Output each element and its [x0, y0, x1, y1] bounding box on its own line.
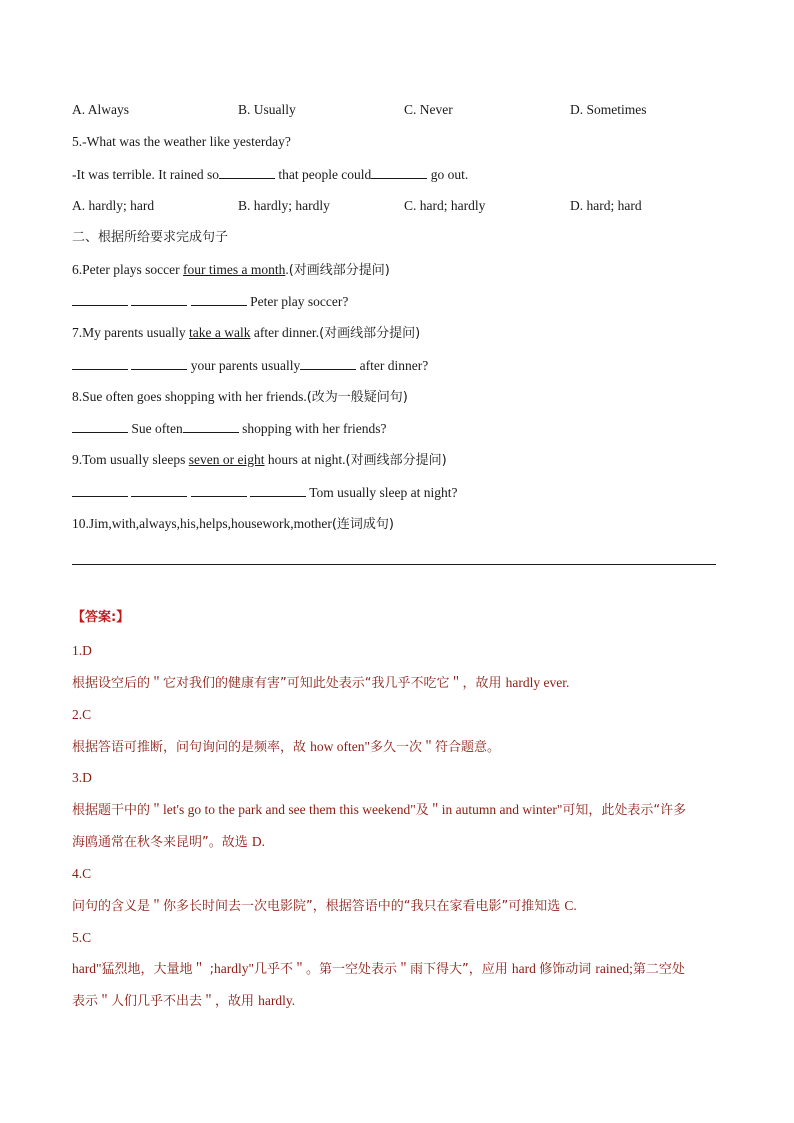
q7-mid: your parents usually: [187, 358, 301, 373]
blank: [72, 292, 128, 306]
q5-text-c: go out.: [427, 167, 469, 182]
answer-5-text-4: 第二空处: [632, 962, 685, 977]
q6-question: [72, 261, 390, 280]
answer-5-text-2: 几乎不＂。第一空处表示＂雨下得大”，应用: [254, 962, 512, 977]
answer-3-explanation-cont: [72, 833, 265, 852]
answer-5-explanation-cont: [72, 992, 295, 1011]
answer-5-text-en-3: hard: [511, 961, 540, 976]
q9-instruction: (对画线部分提问): [345, 453, 447, 468]
q4-option-a: A. Always: [72, 102, 129, 117]
answer-5-text: 猛烈地，大量地＂ ;: [101, 962, 215, 977]
q4-option-b: B. Usually: [238, 102, 296, 117]
answer-1-text-en: hardly ever.: [505, 675, 570, 690]
q7-post: after dinner.: [250, 325, 320, 340]
q7-tail: after dinner?: [356, 358, 429, 373]
q8-answer-line: [72, 419, 386, 438]
blank: [371, 165, 427, 179]
q5-option-b: B. hardly; hardly: [238, 198, 330, 213]
q8-tail: shopping with her friends?: [238, 421, 387, 436]
q7-text: 7.My parents usually: [72, 325, 189, 340]
answer-3-text-en: let's go to the park and see them this weekend": [163, 802, 416, 817]
answer-1-text: 根据设空后的＂它对我们的健康有害”可知此处表示“我几乎不吃它＂，故用: [72, 676, 506, 691]
q9-answer-line: [72, 483, 458, 502]
q7-answer-line: [72, 356, 428, 375]
answer-3-text-4: 海鸥通常在秋冬来昆明”。故选: [72, 835, 252, 850]
blank: [300, 356, 356, 370]
q5-question: 5.-What was the weather like yesterday?: [72, 134, 291, 149]
answer-4-explanation: [72, 897, 577, 916]
answer-2-text-en: how often": [310, 739, 371, 754]
q7-underlined: take a walk: [189, 325, 251, 340]
answer-5-text-en-5: hardly.: [258, 993, 296, 1008]
blank: [219, 165, 275, 179]
q5-text-a: -It was terrible. It rained so: [72, 167, 219, 182]
q9-question: [72, 451, 447, 470]
blank: [72, 483, 128, 497]
answer-3-text: 根据题干中的＂: [72, 803, 164, 818]
q6-underlined: four times a month: [182, 262, 286, 277]
blank: [72, 356, 128, 370]
q4-option-c: C. Never: [404, 102, 453, 117]
answer-2-explanation: [72, 738, 500, 757]
q8-instruction: (改为一般疑问句): [306, 390, 408, 405]
answer-5-text-en-2: hardly": [214, 961, 255, 976]
blank: [191, 292, 247, 306]
answer-3-explanation: [72, 801, 686, 820]
answer-5-explanation: [72, 960, 685, 979]
blank: [131, 483, 187, 497]
q5-sentence: [72, 165, 468, 184]
q5-option-c: C. hard; hardly: [404, 198, 486, 213]
q10-instruction: (连词成句): [331, 517, 395, 532]
q7-instruction: (对画线部分提问): [319, 326, 421, 341]
section2-title: 二、根据所给要求完成句子: [72, 230, 229, 245]
blank: [131, 292, 187, 306]
q8-question: [72, 388, 408, 407]
q10-answer-rule: [72, 564, 716, 565]
blank: [183, 419, 239, 433]
answer-1-explanation: [72, 674, 569, 693]
q9-post: hours at night.: [264, 452, 346, 467]
q5-option-a: A. hardly; hard: [72, 198, 155, 213]
q8-text: 8.Sue often goes shopping with her friends.: [72, 389, 307, 404]
q6-post: .: [285, 262, 289, 277]
answer-5-key: 5.C: [72, 930, 92, 945]
answer-3-text-en-3: D.: [251, 834, 265, 849]
q6-answer-line: [72, 292, 348, 311]
answer-4-key: 4.C: [72, 866, 92, 881]
q7-question: [72, 324, 420, 343]
answer-5-text-5: 表示＂人们几乎不出去＂，故用: [72, 994, 259, 1009]
answer-2-key: 2.C: [72, 707, 92, 722]
answer-5-text-en-4: rained;: [595, 961, 633, 976]
q6-answer-tail: Peter play soccer?: [246, 294, 349, 309]
answer-3-key: 3.D: [72, 770, 92, 785]
answer-5-text-en: hard": [72, 961, 102, 976]
answers-header: 【答案:】: [72, 610, 130, 625]
blank: [131, 356, 187, 370]
answer-1-key: 1.D: [72, 643, 92, 658]
answer-3-text-2: 及＂: [415, 803, 442, 818]
answer-5-text-3: 修饰动词: [539, 962, 596, 977]
answer-4-text-en: C.: [564, 898, 577, 913]
q10-text: 10.Jim,with,always,his,helps,housework,mother: [72, 516, 332, 531]
answer-4-text: 问句的含义是＂你多长时间去一次电影院”，根据答语中的“我只在家看电影”可推知选: [72, 899, 565, 914]
blank: [72, 419, 128, 433]
q5-text-b: that people could: [274, 167, 372, 182]
q9-tail: Tom usually sleep at night?: [306, 485, 458, 500]
q6-instruction: (对画线部分提问): [288, 263, 390, 278]
q9-underlined: seven or eight: [188, 452, 265, 467]
answer-2-text: 根据答语可推断，问句询问的是频率，故: [72, 740, 311, 755]
blank: [250, 483, 306, 497]
q9-text: 9.Tom usually sleeps: [72, 452, 189, 467]
q4-option-d: D. Sometimes: [570, 102, 647, 117]
q10-question: [72, 515, 394, 534]
q5-option-d: D. hard; hard: [570, 198, 642, 213]
q6-text: 6.Peter plays soccer: [72, 262, 183, 277]
answer-3-text-3: 可知，此处表示“许多: [562, 803, 687, 818]
answer-3-text-en-2: in autumn and winter": [441, 802, 563, 817]
blank: [191, 483, 247, 497]
q8-mid: Sue often: [128, 421, 183, 436]
answer-2-text-2: 多久一次＂符合题意。: [370, 740, 501, 755]
